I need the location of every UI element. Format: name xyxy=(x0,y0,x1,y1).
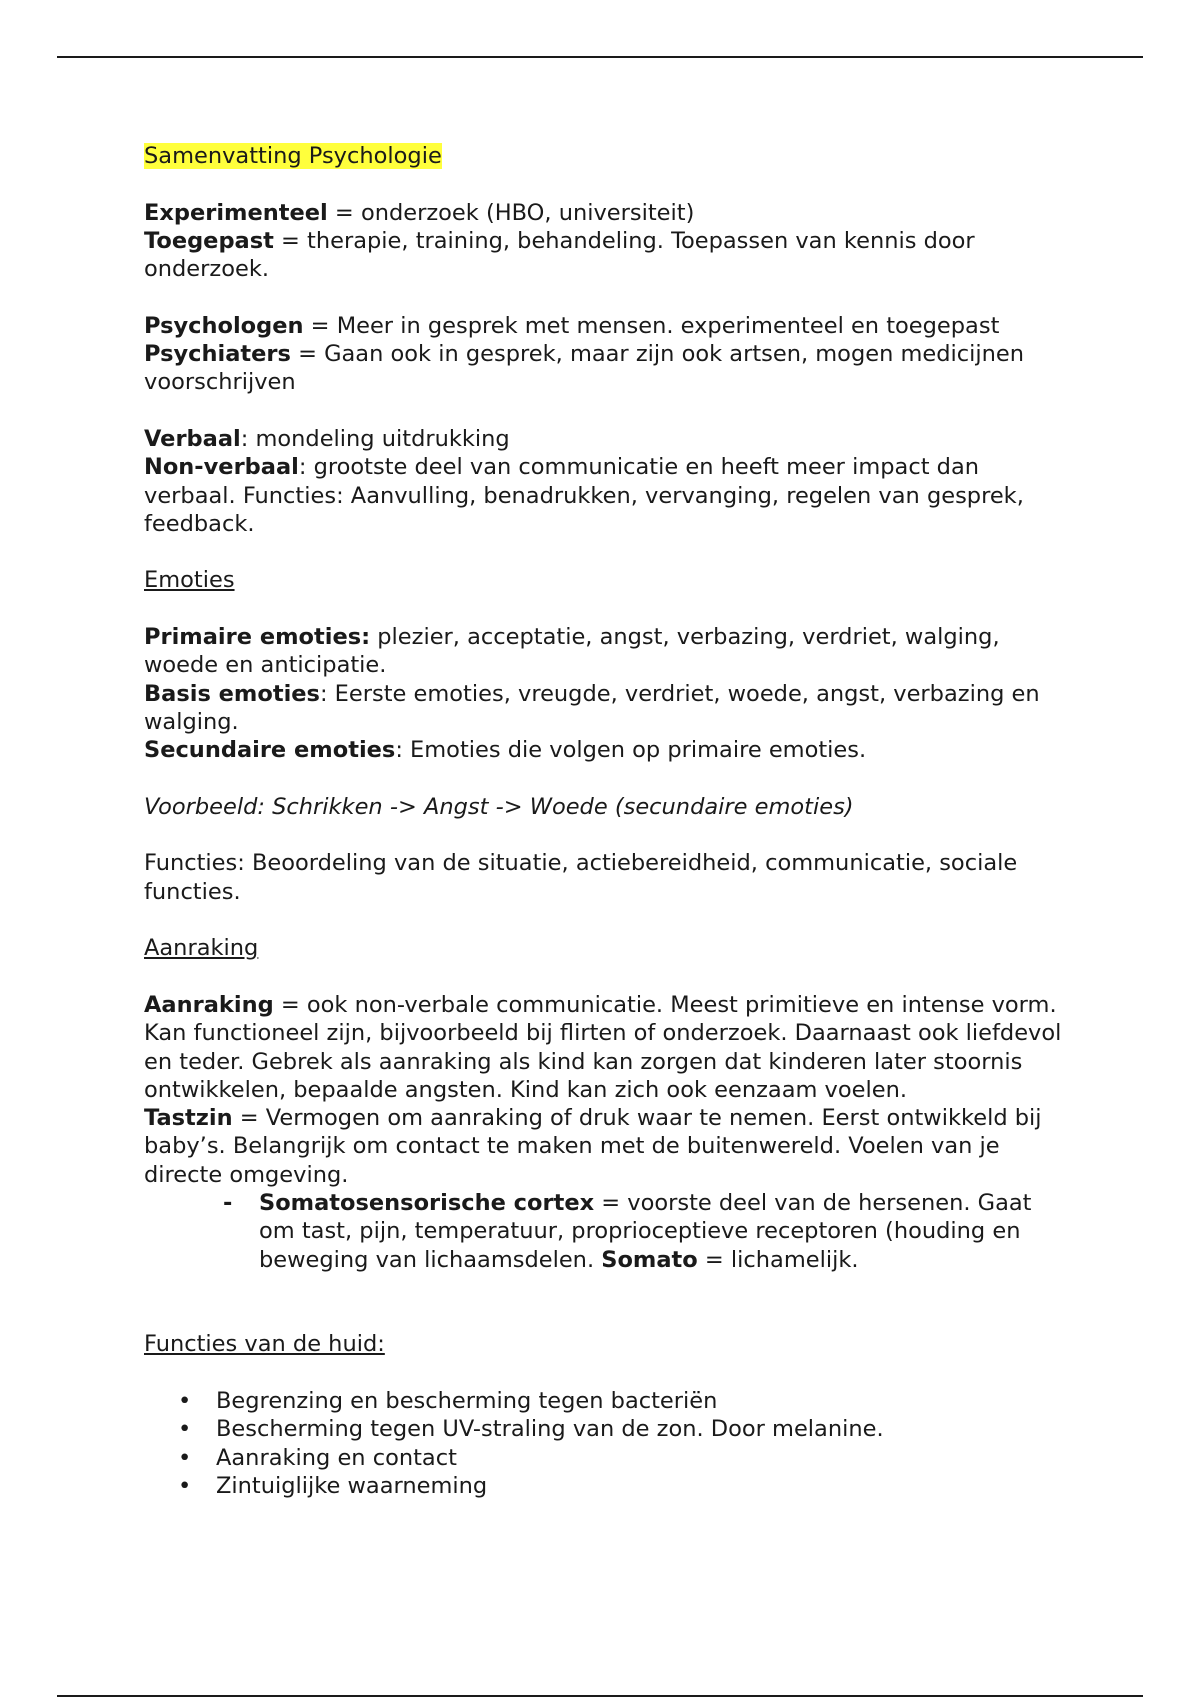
heading-text: Aanraking xyxy=(144,935,259,962)
term: Tastzin xyxy=(144,1105,233,1132)
definition-text: = lichamelijk. xyxy=(697,1246,859,1273)
list-item-text: Aanraking en contact xyxy=(216,1444,457,1471)
definition-toegepast xyxy=(144,227,1064,284)
bullet-icon: • xyxy=(178,1472,192,1499)
bullet-list xyxy=(144,1387,1064,1500)
term: Non-verbaal xyxy=(144,454,299,481)
definition-psychiaters xyxy=(144,340,1064,397)
header-rule xyxy=(57,56,1143,58)
definition-text: : mondeling uitdrukking xyxy=(240,425,510,452)
definition-verbaal xyxy=(144,425,1064,453)
definition-experimenteel xyxy=(144,199,1064,227)
definition-text: : Eerste emoties, vreugde, verdriet, woede, angst, verbazing en walging. xyxy=(144,680,1040,735)
dash-list-item xyxy=(144,1189,1064,1274)
example-text: Voorbeeld: Schrikken -> Angst -> Woede (secundaire emoties) xyxy=(144,793,854,820)
term: Somatosensorische cortex xyxy=(259,1189,595,1216)
definition-text: = Vermogen om aanraking of druk waar te nemen. Eerst ontwikkeld bij baby’s. Belangrijk om contact te maken met de buitenwereld. Voelen van je directe omgeving. xyxy=(144,1105,1042,1188)
list-item xyxy=(144,1472,1064,1500)
term: Experimenteel xyxy=(144,199,328,226)
definition-text: : Emoties die volgen op primaire emoties. xyxy=(395,737,867,764)
term: Secundaire emoties xyxy=(144,737,396,764)
term: Aanraking xyxy=(144,991,274,1018)
definition-text: = onderzoek (HBO, universiteit) xyxy=(327,199,695,226)
definition-text: = Meer in gesprek met mensen. experimenteel en toegepast xyxy=(303,312,1000,339)
definition-psychologen xyxy=(144,312,1064,340)
list-item-text: Begrenzing en bescherming tegen bacteriën xyxy=(216,1388,718,1415)
definition-secundaire-emoties xyxy=(144,736,1064,764)
list-item xyxy=(144,1387,1064,1415)
footer-rule xyxy=(57,1695,1143,1697)
definition-aanraking xyxy=(144,991,1064,1104)
term: Toegepast xyxy=(144,227,274,254)
bullet-icon: • xyxy=(178,1444,192,1471)
document-body xyxy=(144,142,1064,1500)
definition-text: = ook non-verbale communicatie. Meest primitieve en intense vorm. Kan functioneel zijn, bijvoorbeeld bij flirten of onderzoek. Daarnaast ook liefdevol en teder. Gebrek als aanraking als kind kan zorgen dat kinderen later stoornis ontwikkelen, bepaalde angsten. Kind kan zich ook eenzaam voelen. xyxy=(144,991,1062,1103)
list-item xyxy=(144,1415,1064,1443)
definition-text: plezier, acceptatie, angst, verbazing, verdriet, walging, woede en anticipatie. xyxy=(144,624,1000,679)
document-title xyxy=(144,142,1064,170)
list-item-text: Zintuiglijke waarneming xyxy=(216,1472,488,1499)
section-heading-emoties xyxy=(144,566,1064,594)
dash-marker: - xyxy=(223,1189,233,1216)
functions-text: Functies: Beoordeling van de situatie, actiebereidheid, communicatie, sociale functies. xyxy=(144,850,1018,905)
term: Verbaal xyxy=(144,425,241,452)
definition-tastzin xyxy=(144,1104,1064,1189)
term: Primaire emoties: xyxy=(144,624,371,651)
section-heading-aanraking xyxy=(144,934,1064,962)
bullet-icon: • xyxy=(178,1388,192,1415)
definition-primaire-emoties xyxy=(144,623,1064,680)
term: Psychologen xyxy=(144,312,304,339)
list-item xyxy=(144,1444,1064,1472)
definition-text: = Gaan ook in gesprek, maar zijn ook artsen, mogen medicijnen voorschrijven xyxy=(144,341,1025,396)
term: Psychiaters xyxy=(144,341,291,368)
bullet-icon: • xyxy=(178,1416,192,1443)
term: Basis emoties xyxy=(144,680,320,707)
list-item-text: Bescherming tegen UV-straling van de zon. Door melanine. xyxy=(216,1416,884,1443)
definition-text: = voorste deel van de hersenen. Gaat om tast, pijn, temperatuur, proprioceptieve receptoren (houding en beweging van lichaamsdelen. xyxy=(259,1189,1032,1273)
definition-text: : grootste deel van communicatie en heeft meer impact dan verbaal. Functies: Aanvulling, benadrukken, vervanging, regelen van gesprek, feedback. xyxy=(144,454,1024,537)
definition-basis-emoties xyxy=(144,680,1064,737)
heading-text: Emoties xyxy=(144,567,235,594)
definition-text: = therapie, training, behandeling. Toepassen van kennis door onderzoek. xyxy=(144,227,975,283)
highlighted-title: Samenvatting Psychologie xyxy=(144,143,442,169)
term: Somato xyxy=(601,1246,698,1273)
heading-text: Functies van de huid: xyxy=(144,1331,385,1358)
definition-nonverbaal xyxy=(144,453,1064,538)
section-heading-huid xyxy=(144,1330,1064,1358)
